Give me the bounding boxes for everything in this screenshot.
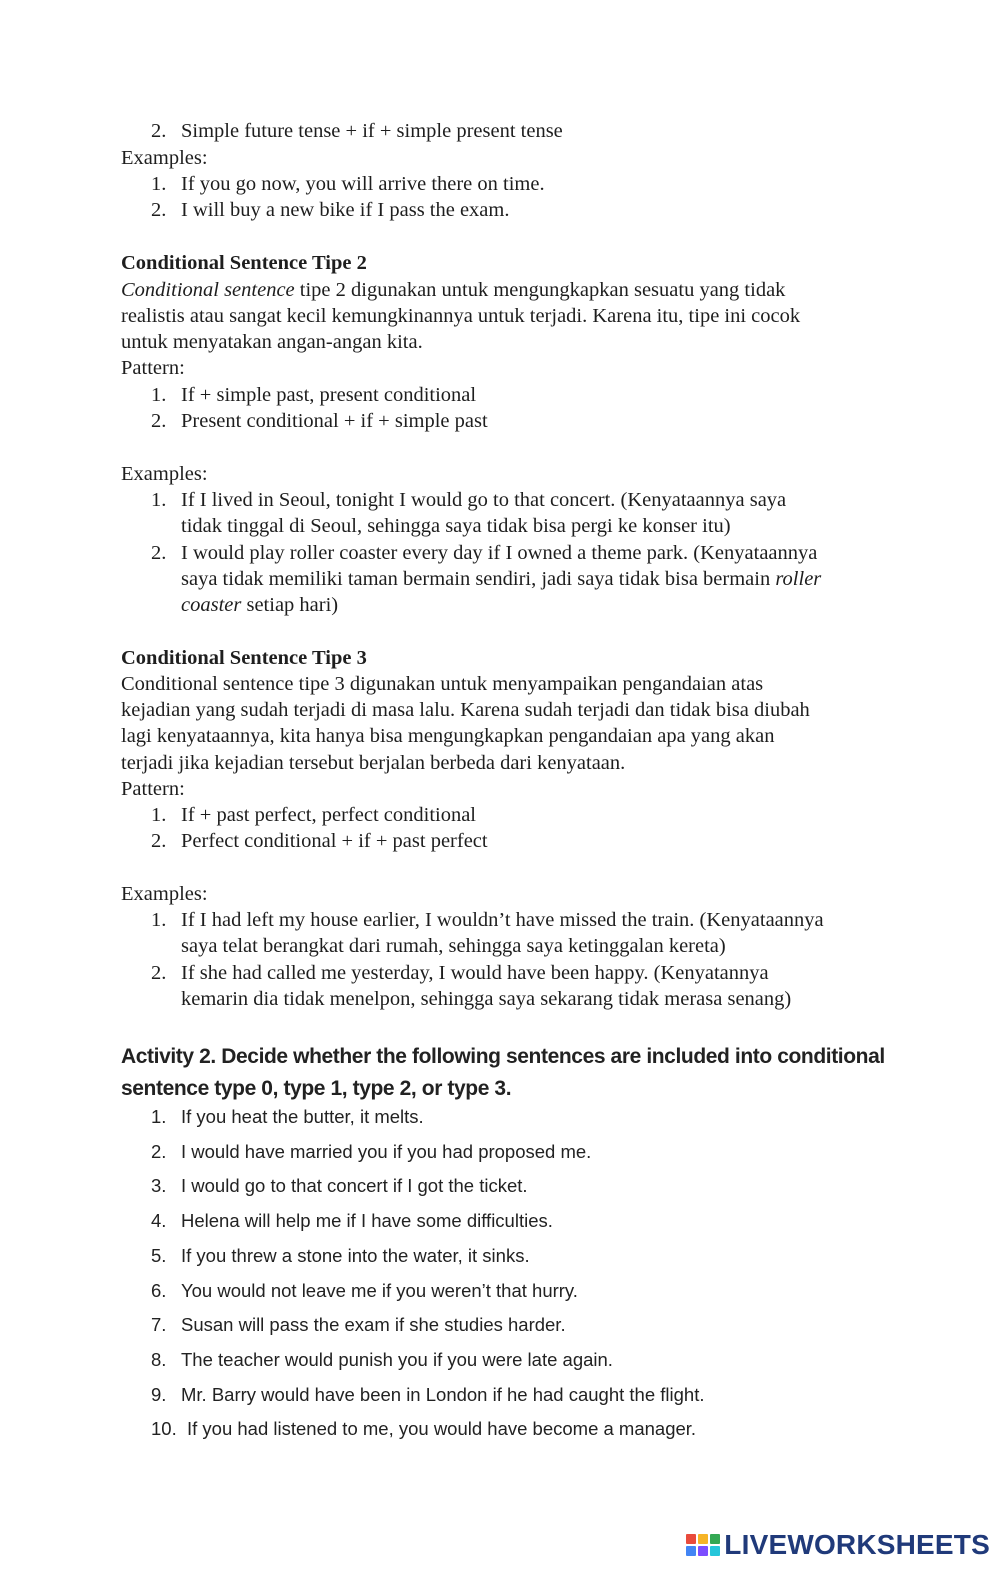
item-text: Mr. Barry would have been in London if he had caught the flight.: [181, 1383, 705, 1405]
logo-text: LIVEWORKSHEETS: [724, 1529, 990, 1560]
item-text: If you had listened to me, you would have become a manager.: [187, 1418, 697, 1440]
item-number: 2.: [151, 1140, 167, 1162]
logo-square: [686, 1534, 696, 1544]
liveworksheets-logo: [686, 1528, 990, 1562]
item-number: 10.: [151, 1418, 177, 1440]
item-text: The teacher would punish you if you were late again.: [181, 1348, 613, 1370]
logo-square: [698, 1534, 708, 1544]
item-number: 2.: [151, 830, 167, 852]
item-text: If you go now, you will arrive there on time.: [181, 173, 545, 195]
italic-term: roller: [775, 568, 822, 590]
item-text: Present conditional + if + simple past: [181, 410, 488, 432]
item-text: If + past perfect, perfect conditional: [181, 804, 477, 826]
item-text: I will buy a new bike if I pass the exam.: [181, 199, 510, 221]
logo-grid-icon: [686, 1534, 720, 1556]
item-number: 5.: [151, 1244, 167, 1266]
item-number: 1.: [151, 909, 167, 931]
italic-term: Conditional sentence: [121, 279, 295, 301]
item-text: Susan will pass the exam if she studies harder.: [181, 1314, 566, 1336]
item-number: 1.: [151, 489, 167, 511]
item-text: If you heat the butter, it melts.: [181, 1106, 424, 1127]
item-text: I would go to that concert if I got the ticket.: [181, 1175, 528, 1197]
item-text: If I had left my house earlier, I wouldn’t have missed the train. (Kenyataannya: [181, 909, 824, 931]
item-number: 3.: [151, 1175, 167, 1197]
logo-square: [710, 1534, 720, 1544]
item-text: Simple future tense + if + simple present tense: [181, 120, 563, 142]
item-text: You would not leave me if you weren’t that hurry.: [181, 1279, 578, 1301]
item-text: I would play roller coaster every day if I owned a theme park. (Kenyataannya: [181, 542, 818, 564]
logo-square: [698, 1546, 708, 1556]
item-number: 1.: [151, 1106, 167, 1127]
item-text: If you threw a stone into the water, it sinks.: [181, 1244, 530, 1266]
logo-square: [686, 1546, 696, 1556]
activity-title: Activity 2. Decide whether the following sentences are included into conditional sentence type 0, type 1, type 2, or type 3.: [121, 1045, 885, 1100]
item-number: 2.: [151, 410, 167, 432]
logo-square: [710, 1546, 720, 1556]
item-number: 8.: [151, 1348, 167, 1370]
item-text: If she had called me yesterday, I would have been happy. (Kenyatannya: [181, 962, 769, 984]
italic-term: coaster: [181, 594, 242, 616]
item-number: 2.: [151, 199, 167, 221]
item-text: If I lived in Seoul, tonight I would go to that concert. (Kenyataannya saya: [181, 489, 787, 511]
item-number: 6.: [151, 1279, 167, 1301]
item-number: 2.: [151, 120, 167, 142]
item-text: Perfect conditional + if + past perfect: [181, 830, 488, 852]
item-number: 1.: [151, 173, 167, 195]
item-number: 9.: [151, 1383, 167, 1405]
item-number: 1.: [151, 384, 167, 406]
item-number: 7.: [151, 1314, 167, 1336]
item-text: If + simple past, present conditional: [181, 384, 477, 406]
item-text: I would have married you if you had proposed me.: [181, 1140, 592, 1162]
item-number: 1.: [151, 804, 167, 826]
item-number: 4.: [151, 1210, 167, 1232]
item-text: Helena will help me if I have some difficulties.: [181, 1210, 553, 1232]
item-number: 2.: [151, 962, 167, 984]
item-number: 2.: [151, 542, 167, 564]
